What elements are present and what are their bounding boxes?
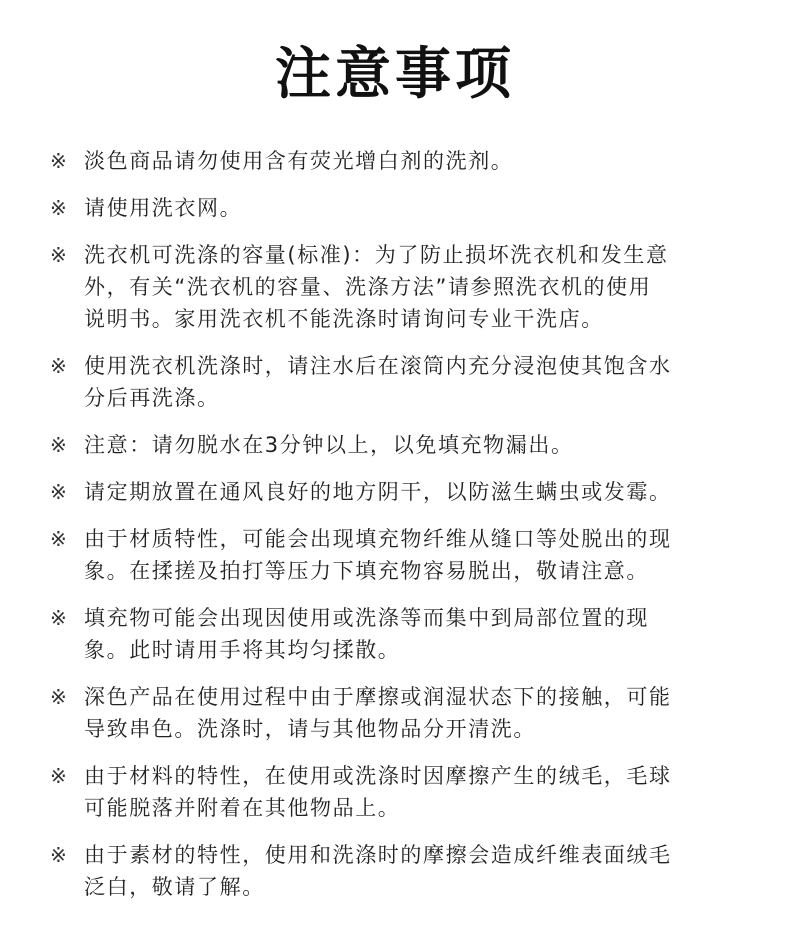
notice-line: 外，有关“洗衣机的容量、洗涤方法”请参照洗衣机的使用 [84,275,652,299]
notice-line: 洗衣机可洗涤的容量(标准)：为了防止损坏洗衣机和发生意 [84,243,669,267]
reference-mark-icon: ※ [50,433,67,457]
notice-line: 象。在揉搓及拍打等压力下填充物容易脱出，敬请注意。 [84,559,649,583]
page-title: 注意事项 [275,42,515,107]
notice-text [84,350,672,414]
notice-item [50,239,750,335]
notice-item [50,681,750,745]
notice-item [50,192,750,224]
reference-mark-icon: ※ [50,196,67,220]
notice-line: 由于材质特性，可能会出现填充物纤维从缝口等处脱出的现 [84,527,672,551]
reference-mark-icon: ※ [50,480,67,504]
notice-text [84,839,672,903]
notice-text [84,192,242,224]
reference-mark-icon: ※ [50,764,67,788]
notice-line: 可能脱落并附着在其他物品上。 [84,796,401,820]
notice-text [84,602,649,666]
notice-text [84,523,672,587]
notice-text [84,429,574,461]
notice-item [50,429,750,461]
notice-line: 导致串色。洗涤时，请与其他物品分开清洗。 [84,717,536,741]
notice-text [84,760,672,824]
notice-item [50,839,750,903]
notice-line: 请使用洗衣网。 [84,196,243,220]
notice-line: 说明书。家用洗衣机不能洗涤时请询问专业干洗店。 [84,307,604,331]
notice-line: 分后再洗涤。 [84,386,220,410]
notice-line: 注意：请勿脱水在3分钟以上，以免填充物漏出。 [84,433,574,457]
notice-line: 由于素材的特性，使用和洗涤时的摩擦会造成纤维表面绒毛 [84,843,672,867]
notice-text [84,239,669,335]
notice-line: 深色产品在使用过程中由于摩擦或润湿状态下的接触，可能 [84,685,672,709]
notice-line: 请定期放置在通风良好的地方阴干，以防滋生螨虫或发霉。 [84,480,672,504]
notice-line: 填充物可能会出现因使用或洗涤等而集中到局部位置的现 [84,606,649,630]
reference-mark-icon: ※ [50,149,67,173]
notice-text [84,145,513,177]
reference-mark-icon: ※ [50,527,67,551]
notice-item [50,350,750,414]
notice-line: 泛白，敬请了解。 [84,875,265,899]
notice-line: 象。此时请用手将其均匀揉散。 [84,638,401,662]
reference-mark-icon: ※ [50,354,67,378]
reference-mark-icon: ※ [50,685,67,709]
notice-list [50,145,750,918]
notice-text [84,681,672,745]
notice-text [84,476,672,508]
notice-item [50,602,750,666]
notice-item [50,145,750,177]
notice-item [50,523,750,587]
notice-line: 淡色商品请勿使用含有荧光增白剂的洗剂。 [84,149,514,173]
notice-item [50,476,750,508]
notice-line: 由于材料的特性，在使用或洗涤时因摩擦产生的绒毛，毛球 [84,764,672,788]
notice-line: 使用洗衣机洗涤时，请注水后在滚筒内充分浸泡使其饱含水 [84,354,672,378]
notice-item [50,760,750,824]
reference-mark-icon: ※ [50,843,67,867]
reference-mark-icon: ※ [50,606,67,630]
reference-mark-icon: ※ [50,243,67,267]
